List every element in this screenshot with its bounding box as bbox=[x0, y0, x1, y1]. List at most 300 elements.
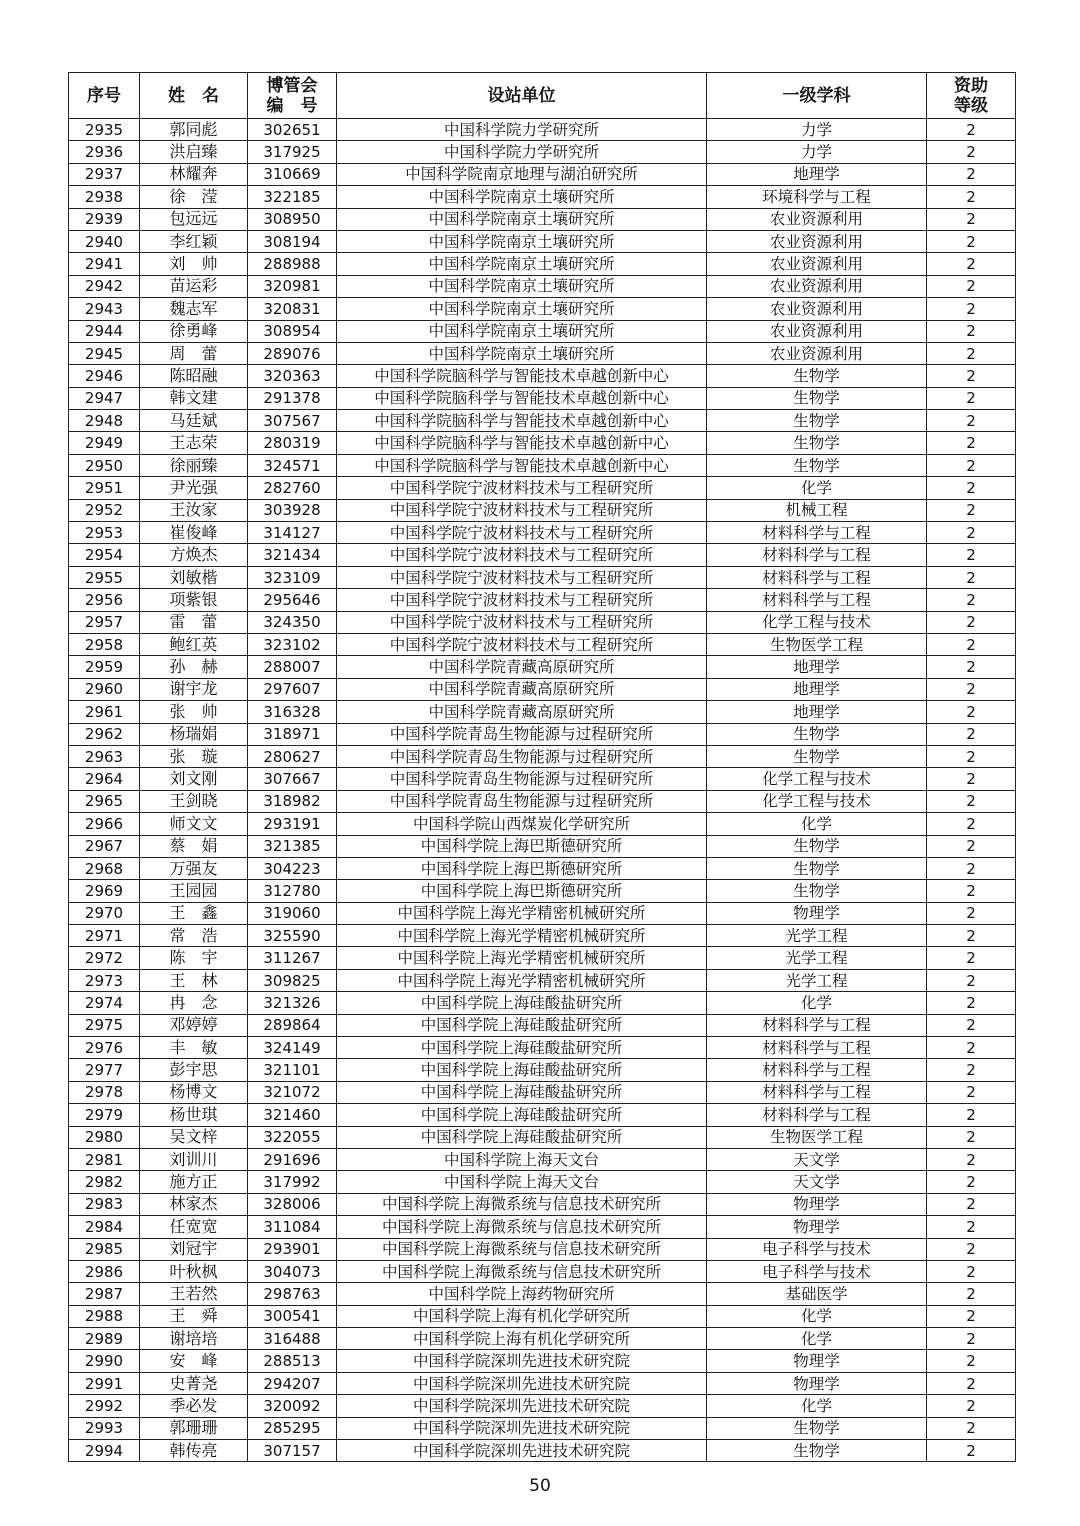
table-row bbox=[69, 701, 1016, 723]
cell-name: 王 鑫 bbox=[140, 902, 248, 924]
cell-name: 郭同彪 bbox=[140, 119, 248, 141]
cell-grade: 2 bbox=[927, 1193, 1016, 1215]
cell-grade: 2 bbox=[927, 1305, 1016, 1327]
cell-name: 陈 宇 bbox=[140, 947, 248, 969]
cell-grade: 2 bbox=[927, 454, 1016, 476]
cell-seq: 2942 bbox=[69, 275, 140, 297]
cell-discipline: 机械工程 bbox=[707, 499, 927, 521]
cell-name: 李红颖 bbox=[140, 230, 248, 252]
cell-museum-no: 310669 bbox=[248, 163, 337, 185]
cell-grade: 2 bbox=[927, 1260, 1016, 1282]
cell-seq: 2992 bbox=[69, 1395, 140, 1417]
cell-name: 尹光强 bbox=[140, 477, 248, 499]
table-row bbox=[69, 1216, 1016, 1238]
cell-seq: 2949 bbox=[69, 432, 140, 454]
cell-unit: 中国科学院上海微系统与信息技术研究所 bbox=[337, 1216, 707, 1238]
cell-seq: 2975 bbox=[69, 1014, 140, 1036]
cell-name: 王 林 bbox=[140, 969, 248, 991]
cell-grade: 2 bbox=[927, 320, 1016, 342]
cell-seq: 2968 bbox=[69, 857, 140, 879]
cell-unit: 中国科学院青藏高原研究所 bbox=[337, 701, 707, 723]
cell-unit: 中国科学院力学研究所 bbox=[337, 119, 707, 141]
cell-museum-no: 304223 bbox=[248, 857, 337, 879]
cell-name: 杨博文 bbox=[140, 1081, 248, 1103]
cell-discipline: 生物医学工程 bbox=[707, 633, 927, 655]
cell-seq: 2994 bbox=[69, 1440, 140, 1462]
cell-museum-no: 318982 bbox=[248, 790, 337, 812]
cell-grade: 2 bbox=[927, 1059, 1016, 1081]
table-row bbox=[69, 1350, 1016, 1372]
header-discipline: 一级学科 bbox=[707, 73, 927, 119]
table-row bbox=[69, 342, 1016, 364]
cell-discipline: 天文学 bbox=[707, 1171, 927, 1193]
cell-museum-no: 320363 bbox=[248, 365, 337, 387]
cell-discipline: 生物学 bbox=[707, 432, 927, 454]
cell-discipline: 生物学 bbox=[707, 857, 927, 879]
cell-seq: 2950 bbox=[69, 454, 140, 476]
cell-unit: 中国科学院上海天文台 bbox=[337, 1148, 707, 1170]
cell-discipline: 电子科学与技术 bbox=[707, 1260, 927, 1282]
cell-name: 鲍红英 bbox=[140, 633, 248, 655]
cell-unit: 中国科学院青岛生物能源与过程研究所 bbox=[337, 790, 707, 812]
cell-seq: 2935 bbox=[69, 119, 140, 141]
table-row bbox=[69, 880, 1016, 902]
cell-unit: 中国科学院南京土壤研究所 bbox=[337, 320, 707, 342]
cell-grade: 2 bbox=[927, 1037, 1016, 1059]
cell-discipline: 物理学 bbox=[707, 1350, 927, 1372]
table-row bbox=[69, 1283, 1016, 1305]
cell-name: 方焕杰 bbox=[140, 544, 248, 566]
cell-museum-no: 282760 bbox=[248, 477, 337, 499]
table-row bbox=[69, 1417, 1016, 1439]
cell-unit: 中国科学院深圳先进技术研究院 bbox=[337, 1417, 707, 1439]
cell-museum-no: 321101 bbox=[248, 1059, 337, 1081]
cell-discipline: 农业资源利用 bbox=[707, 208, 927, 230]
table-row bbox=[69, 633, 1016, 655]
cell-grade: 2 bbox=[927, 298, 1016, 320]
cell-museum-no: 319060 bbox=[248, 902, 337, 924]
cell-unit: 中国科学院宁波材料技术与工程研究所 bbox=[337, 544, 707, 566]
table-row bbox=[69, 790, 1016, 812]
cell-museum-no: 328006 bbox=[248, 1193, 337, 1215]
cell-grade: 2 bbox=[927, 387, 1016, 409]
cell-grade: 2 bbox=[927, 499, 1016, 521]
cell-museum-no: 300541 bbox=[248, 1305, 337, 1327]
cell-grade: 2 bbox=[927, 969, 1016, 991]
cell-seq: 2964 bbox=[69, 768, 140, 790]
table-row bbox=[69, 1148, 1016, 1170]
cell-name: 林家杰 bbox=[140, 1193, 248, 1215]
cell-unit: 中国科学院青岛生物能源与过程研究所 bbox=[337, 745, 707, 767]
cell-seq: 2976 bbox=[69, 1037, 140, 1059]
cell-grade: 2 bbox=[927, 1350, 1016, 1372]
cell-discipline: 生物学 bbox=[707, 723, 927, 745]
cell-discipline: 地理学 bbox=[707, 656, 927, 678]
cell-grade: 2 bbox=[927, 633, 1016, 655]
cell-discipline: 生物学 bbox=[707, 745, 927, 767]
table-row bbox=[69, 119, 1016, 141]
cell-name: 史菁尧 bbox=[140, 1372, 248, 1394]
cell-seq: 2966 bbox=[69, 813, 140, 835]
cell-name: 彭宇思 bbox=[140, 1059, 248, 1081]
cell-museum-no: 307567 bbox=[248, 410, 337, 432]
cell-discipline: 生物学 bbox=[707, 835, 927, 857]
cell-name: 师文文 bbox=[140, 813, 248, 835]
table-row bbox=[69, 163, 1016, 185]
cell-unit: 中国科学院上海硅酸盐研究所 bbox=[337, 1037, 707, 1059]
cell-unit: 中国科学院宁波材料技术与工程研究所 bbox=[337, 611, 707, 633]
cell-discipline: 化学 bbox=[707, 992, 927, 1014]
cell-discipline: 生物学 bbox=[707, 880, 927, 902]
table-row bbox=[69, 1238, 1016, 1260]
cell-grade: 2 bbox=[927, 1081, 1016, 1103]
header-museum-no-line2: 编 号 bbox=[266, 95, 318, 116]
cell-unit: 中国科学院上海微系统与信息技术研究所 bbox=[337, 1193, 707, 1215]
cell-seq: 2945 bbox=[69, 342, 140, 364]
cell-name: 王志荣 bbox=[140, 432, 248, 454]
cell-unit: 中国科学院上海光学精密机械研究所 bbox=[337, 969, 707, 991]
cell-museum-no: 321460 bbox=[248, 1104, 337, 1126]
cell-discipline: 光学工程 bbox=[707, 947, 927, 969]
cell-seq: 2993 bbox=[69, 1417, 140, 1439]
cell-grade: 2 bbox=[927, 208, 1016, 230]
cell-discipline: 材料科学与工程 bbox=[707, 1059, 927, 1081]
cell-unit: 中国科学院上海微系统与信息技术研究所 bbox=[337, 1238, 707, 1260]
cell-seq: 2986 bbox=[69, 1260, 140, 1282]
table-row bbox=[69, 230, 1016, 252]
cell-discipline: 化学 bbox=[707, 1305, 927, 1327]
cell-name: 洪启臻 bbox=[140, 141, 248, 163]
cell-unit: 中国科学院上海巴斯德研究所 bbox=[337, 857, 707, 879]
cell-discipline: 农业资源利用 bbox=[707, 298, 927, 320]
cell-seq: 2956 bbox=[69, 589, 140, 611]
cell-museum-no: 322185 bbox=[248, 186, 337, 208]
table-row bbox=[69, 1081, 1016, 1103]
cell-unit: 中国科学院上海巴斯德研究所 bbox=[337, 880, 707, 902]
cell-seq: 2954 bbox=[69, 544, 140, 566]
cell-seq: 2941 bbox=[69, 253, 140, 275]
cell-seq: 2977 bbox=[69, 1059, 140, 1081]
cell-museum-no: 316328 bbox=[248, 701, 337, 723]
cell-discipline: 物理学 bbox=[707, 1216, 927, 1238]
cell-unit: 中国科学院深圳先进技术研究院 bbox=[337, 1350, 707, 1372]
header-museum-no-line1: 博管会 bbox=[266, 75, 318, 96]
cell-name: 刘文刚 bbox=[140, 768, 248, 790]
cell-grade: 2 bbox=[927, 902, 1016, 924]
cell-name: 韩传亮 bbox=[140, 1440, 248, 1462]
cell-museum-no: 321434 bbox=[248, 544, 337, 566]
table-row bbox=[69, 141, 1016, 163]
cell-grade: 2 bbox=[927, 342, 1016, 364]
funding-list-table bbox=[68, 72, 1016, 1462]
cell-grade: 2 bbox=[927, 230, 1016, 252]
cell-museum-no: 308954 bbox=[248, 320, 337, 342]
table-row bbox=[69, 992, 1016, 1014]
cell-grade: 2 bbox=[927, 1238, 1016, 1260]
table-row bbox=[69, 298, 1016, 320]
cell-grade: 2 bbox=[927, 992, 1016, 1014]
table-body bbox=[69, 119, 1016, 1462]
table-row bbox=[69, 723, 1016, 745]
table-row bbox=[69, 1014, 1016, 1036]
cell-seq: 2965 bbox=[69, 790, 140, 812]
cell-unit: 中国科学院上海巴斯德研究所 bbox=[337, 835, 707, 857]
cell-unit: 中国科学院宁波材料技术与工程研究所 bbox=[337, 566, 707, 588]
cell-name: 陈昭融 bbox=[140, 365, 248, 387]
table-row bbox=[69, 1372, 1016, 1394]
table-row bbox=[69, 522, 1016, 544]
table-row bbox=[69, 477, 1016, 499]
cell-unit: 中国科学院宁波材料技术与工程研究所 bbox=[337, 522, 707, 544]
cell-discipline: 农业资源利用 bbox=[707, 320, 927, 342]
cell-museum-no: 295646 bbox=[248, 589, 337, 611]
cell-museum-no: 304073 bbox=[248, 1260, 337, 1282]
cell-unit: 中国科学院脑科学与智能技术卓越创新中心 bbox=[337, 432, 707, 454]
cell-museum-no: 298763 bbox=[248, 1283, 337, 1305]
cell-museum-no: 308194 bbox=[248, 230, 337, 252]
cell-name: 张 帅 bbox=[140, 701, 248, 723]
table-row bbox=[69, 544, 1016, 566]
cell-discipline: 地理学 bbox=[707, 678, 927, 700]
cell-seq: 2991 bbox=[69, 1372, 140, 1394]
cell-discipline: 天文学 bbox=[707, 1148, 927, 1170]
table-row bbox=[69, 813, 1016, 835]
cell-name: 张 璇 bbox=[140, 745, 248, 767]
cell-grade: 2 bbox=[927, 947, 1016, 969]
cell-name: 杨瑞娟 bbox=[140, 723, 248, 745]
cell-discipline: 基础医学 bbox=[707, 1283, 927, 1305]
cell-name: 孙 赫 bbox=[140, 656, 248, 678]
cell-name: 施方正 bbox=[140, 1171, 248, 1193]
cell-name: 任宽宽 bbox=[140, 1216, 248, 1238]
table-row bbox=[69, 1395, 1016, 1417]
cell-name: 包远远 bbox=[140, 208, 248, 230]
cell-name: 雷 蕾 bbox=[140, 611, 248, 633]
cell-unit: 中国科学院脑科学与智能技术卓越创新中心 bbox=[337, 387, 707, 409]
cell-grade: 2 bbox=[927, 678, 1016, 700]
cell-name: 邓婷婷 bbox=[140, 1014, 248, 1036]
cell-museum-no: 311267 bbox=[248, 947, 337, 969]
cell-unit: 中国科学院深圳先进技术研究院 bbox=[337, 1372, 707, 1394]
cell-museum-no: 322055 bbox=[248, 1126, 337, 1148]
cell-unit: 中国科学院南京土壤研究所 bbox=[337, 342, 707, 364]
cell-seq: 2982 bbox=[69, 1171, 140, 1193]
cell-discipline: 化学 bbox=[707, 813, 927, 835]
cell-museum-no: 323109 bbox=[248, 566, 337, 588]
table-row bbox=[69, 432, 1016, 454]
table-row bbox=[69, 387, 1016, 409]
cell-unit: 中国科学院上海光学精密机械研究所 bbox=[337, 925, 707, 947]
cell-unit: 中国科学院南京土壤研究所 bbox=[337, 230, 707, 252]
cell-museum-no: 291378 bbox=[248, 387, 337, 409]
cell-seq: 2973 bbox=[69, 969, 140, 991]
cell-grade: 2 bbox=[927, 1372, 1016, 1394]
cell-museum-no: 317992 bbox=[248, 1171, 337, 1193]
table-row bbox=[69, 365, 1016, 387]
table-row bbox=[69, 611, 1016, 633]
cell-name: 刘 帅 bbox=[140, 253, 248, 275]
cell-unit: 中国科学院深圳先进技术研究院 bbox=[337, 1440, 707, 1462]
cell-unit: 中国科学院脑科学与智能技术卓越创新中心 bbox=[337, 410, 707, 432]
cell-discipline: 农业资源利用 bbox=[707, 275, 927, 297]
table-row bbox=[69, 902, 1016, 924]
table-row bbox=[69, 857, 1016, 879]
cell-unit: 中国科学院上海硅酸盐研究所 bbox=[337, 1059, 707, 1081]
cell-seq: 2980 bbox=[69, 1126, 140, 1148]
cell-name: 安 峰 bbox=[140, 1350, 248, 1372]
cell-seq: 2947 bbox=[69, 387, 140, 409]
cell-seq: 2937 bbox=[69, 163, 140, 185]
cell-unit: 中国科学院南京土壤研究所 bbox=[337, 186, 707, 208]
cell-discipline: 材料科学与工程 bbox=[707, 1104, 927, 1126]
cell-seq: 2978 bbox=[69, 1081, 140, 1103]
cell-seq: 2963 bbox=[69, 745, 140, 767]
cell-name: 马廷斌 bbox=[140, 410, 248, 432]
cell-museum-no: 318971 bbox=[248, 723, 337, 745]
cell-name: 吴文梓 bbox=[140, 1126, 248, 1148]
cell-museum-no: 321072 bbox=[248, 1081, 337, 1103]
cell-unit: 中国科学院南京地理与湖泊研究所 bbox=[337, 163, 707, 185]
cell-grade: 2 bbox=[927, 790, 1016, 812]
cell-unit: 中国科学院上海有机化学研究所 bbox=[337, 1305, 707, 1327]
cell-name: 魏志军 bbox=[140, 298, 248, 320]
cell-grade: 2 bbox=[927, 253, 1016, 275]
cell-museum-no: 323102 bbox=[248, 633, 337, 655]
cell-museum-no: 291696 bbox=[248, 1148, 337, 1170]
cell-seq: 2960 bbox=[69, 678, 140, 700]
table-row bbox=[69, 1440, 1016, 1462]
cell-museum-no: 314127 bbox=[248, 522, 337, 544]
cell-discipline: 材料科学与工程 bbox=[707, 1037, 927, 1059]
cell-seq: 2972 bbox=[69, 947, 140, 969]
cell-seq: 2988 bbox=[69, 1305, 140, 1327]
table-header bbox=[69, 73, 1016, 119]
cell-grade: 2 bbox=[927, 1328, 1016, 1350]
cell-name: 林耀奔 bbox=[140, 163, 248, 185]
header-grade-line1: 资助 bbox=[954, 75, 988, 96]
table-row bbox=[69, 1171, 1016, 1193]
header-seq: 序号 bbox=[69, 73, 140, 119]
cell-discipline: 生物学 bbox=[707, 454, 927, 476]
cell-unit: 中国科学院上海硅酸盐研究所 bbox=[337, 1104, 707, 1126]
cell-name: 周 蕾 bbox=[140, 342, 248, 364]
table-row bbox=[69, 1126, 1016, 1148]
cell-name: 杨世琪 bbox=[140, 1104, 248, 1126]
table-row bbox=[69, 566, 1016, 588]
header-name: 姓 名 bbox=[140, 73, 248, 119]
table-row bbox=[69, 275, 1016, 297]
cell-grade: 2 bbox=[927, 1104, 1016, 1126]
table-row bbox=[69, 499, 1016, 521]
cell-museum-no: 311084 bbox=[248, 1216, 337, 1238]
header-grade bbox=[927, 73, 1016, 119]
cell-museum-no: 325590 bbox=[248, 925, 337, 947]
cell-discipline: 材料科学与工程 bbox=[707, 544, 927, 566]
cell-seq: 2938 bbox=[69, 186, 140, 208]
cell-museum-no: 309825 bbox=[248, 969, 337, 991]
cell-grade: 2 bbox=[927, 432, 1016, 454]
table-row bbox=[69, 768, 1016, 790]
table-row bbox=[69, 1305, 1016, 1327]
cell-discipline: 农业资源利用 bbox=[707, 342, 927, 364]
cell-discipline: 农业资源利用 bbox=[707, 230, 927, 252]
cell-name: 徐勇峰 bbox=[140, 320, 248, 342]
cell-discipline: 电子科学与技术 bbox=[707, 1238, 927, 1260]
cell-seq: 2989 bbox=[69, 1328, 140, 1350]
cell-museum-no: 280319 bbox=[248, 432, 337, 454]
cell-seq: 2985 bbox=[69, 1238, 140, 1260]
cell-unit: 中国科学院南京土壤研究所 bbox=[337, 275, 707, 297]
cell-grade: 2 bbox=[927, 163, 1016, 185]
cell-discipline: 材料科学与工程 bbox=[707, 1014, 927, 1036]
cell-seq: 2987 bbox=[69, 1283, 140, 1305]
cell-museum-no: 316488 bbox=[248, 1328, 337, 1350]
cell-grade: 2 bbox=[927, 611, 1016, 633]
cell-name: 王剑晓 bbox=[140, 790, 248, 812]
cell-seq: 2952 bbox=[69, 499, 140, 521]
cell-discipline: 物理学 bbox=[707, 902, 927, 924]
cell-grade: 2 bbox=[927, 925, 1016, 947]
cell-unit: 中国科学院山西煤炭化学研究所 bbox=[337, 813, 707, 835]
cell-grade: 2 bbox=[927, 119, 1016, 141]
cell-unit: 中国科学院宁波材料技术与工程研究所 bbox=[337, 477, 707, 499]
cell-grade: 2 bbox=[927, 1126, 1016, 1148]
table-row bbox=[69, 1037, 1016, 1059]
cell-grade: 2 bbox=[927, 1171, 1016, 1193]
cell-museum-no: 293191 bbox=[248, 813, 337, 835]
cell-discipline: 材料科学与工程 bbox=[707, 522, 927, 544]
cell-name: 徐 滢 bbox=[140, 186, 248, 208]
cell-discipline: 化学工程与技术 bbox=[707, 790, 927, 812]
table-row bbox=[69, 969, 1016, 991]
cell-discipline: 化学工程与技术 bbox=[707, 768, 927, 790]
cell-unit: 中国科学院青岛生物能源与过程研究所 bbox=[337, 723, 707, 745]
cell-museum-no: 312780 bbox=[248, 880, 337, 902]
cell-museum-no: 307157 bbox=[248, 1440, 337, 1462]
table-row bbox=[69, 947, 1016, 969]
cell-seq: 2967 bbox=[69, 835, 140, 857]
cell-unit: 中国科学院青藏高原研究所 bbox=[337, 656, 707, 678]
cell-unit: 中国科学院上海硅酸盐研究所 bbox=[337, 992, 707, 1014]
cell-museum-no: 289076 bbox=[248, 342, 337, 364]
cell-seq: 2974 bbox=[69, 992, 140, 1014]
cell-grade: 2 bbox=[927, 880, 1016, 902]
cell-seq: 2943 bbox=[69, 298, 140, 320]
cell-discipline: 光学工程 bbox=[707, 969, 927, 991]
cell-discipline: 化学 bbox=[707, 477, 927, 499]
table-row bbox=[69, 835, 1016, 857]
cell-seq: 2951 bbox=[69, 477, 140, 499]
cell-discipline: 材料科学与工程 bbox=[707, 589, 927, 611]
table-row bbox=[69, 208, 1016, 230]
cell-seq: 2940 bbox=[69, 230, 140, 252]
cell-name: 常 浩 bbox=[140, 925, 248, 947]
cell-museum-no: 288007 bbox=[248, 656, 337, 678]
cell-name: 苗运彩 bbox=[140, 275, 248, 297]
header-row bbox=[69, 73, 1016, 119]
table-row bbox=[69, 589, 1016, 611]
cell-discipline: 力学 bbox=[707, 141, 927, 163]
cell-grade: 2 bbox=[927, 275, 1016, 297]
cell-grade: 2 bbox=[927, 365, 1016, 387]
cell-seq: 2944 bbox=[69, 320, 140, 342]
header-grade-line2: 等级 bbox=[954, 95, 988, 116]
cell-discipline: 生物学 bbox=[707, 410, 927, 432]
cell-seq: 2939 bbox=[69, 208, 140, 230]
cell-grade: 2 bbox=[927, 1417, 1016, 1439]
cell-name: 王若然 bbox=[140, 1283, 248, 1305]
cell-name: 谢宇龙 bbox=[140, 678, 248, 700]
